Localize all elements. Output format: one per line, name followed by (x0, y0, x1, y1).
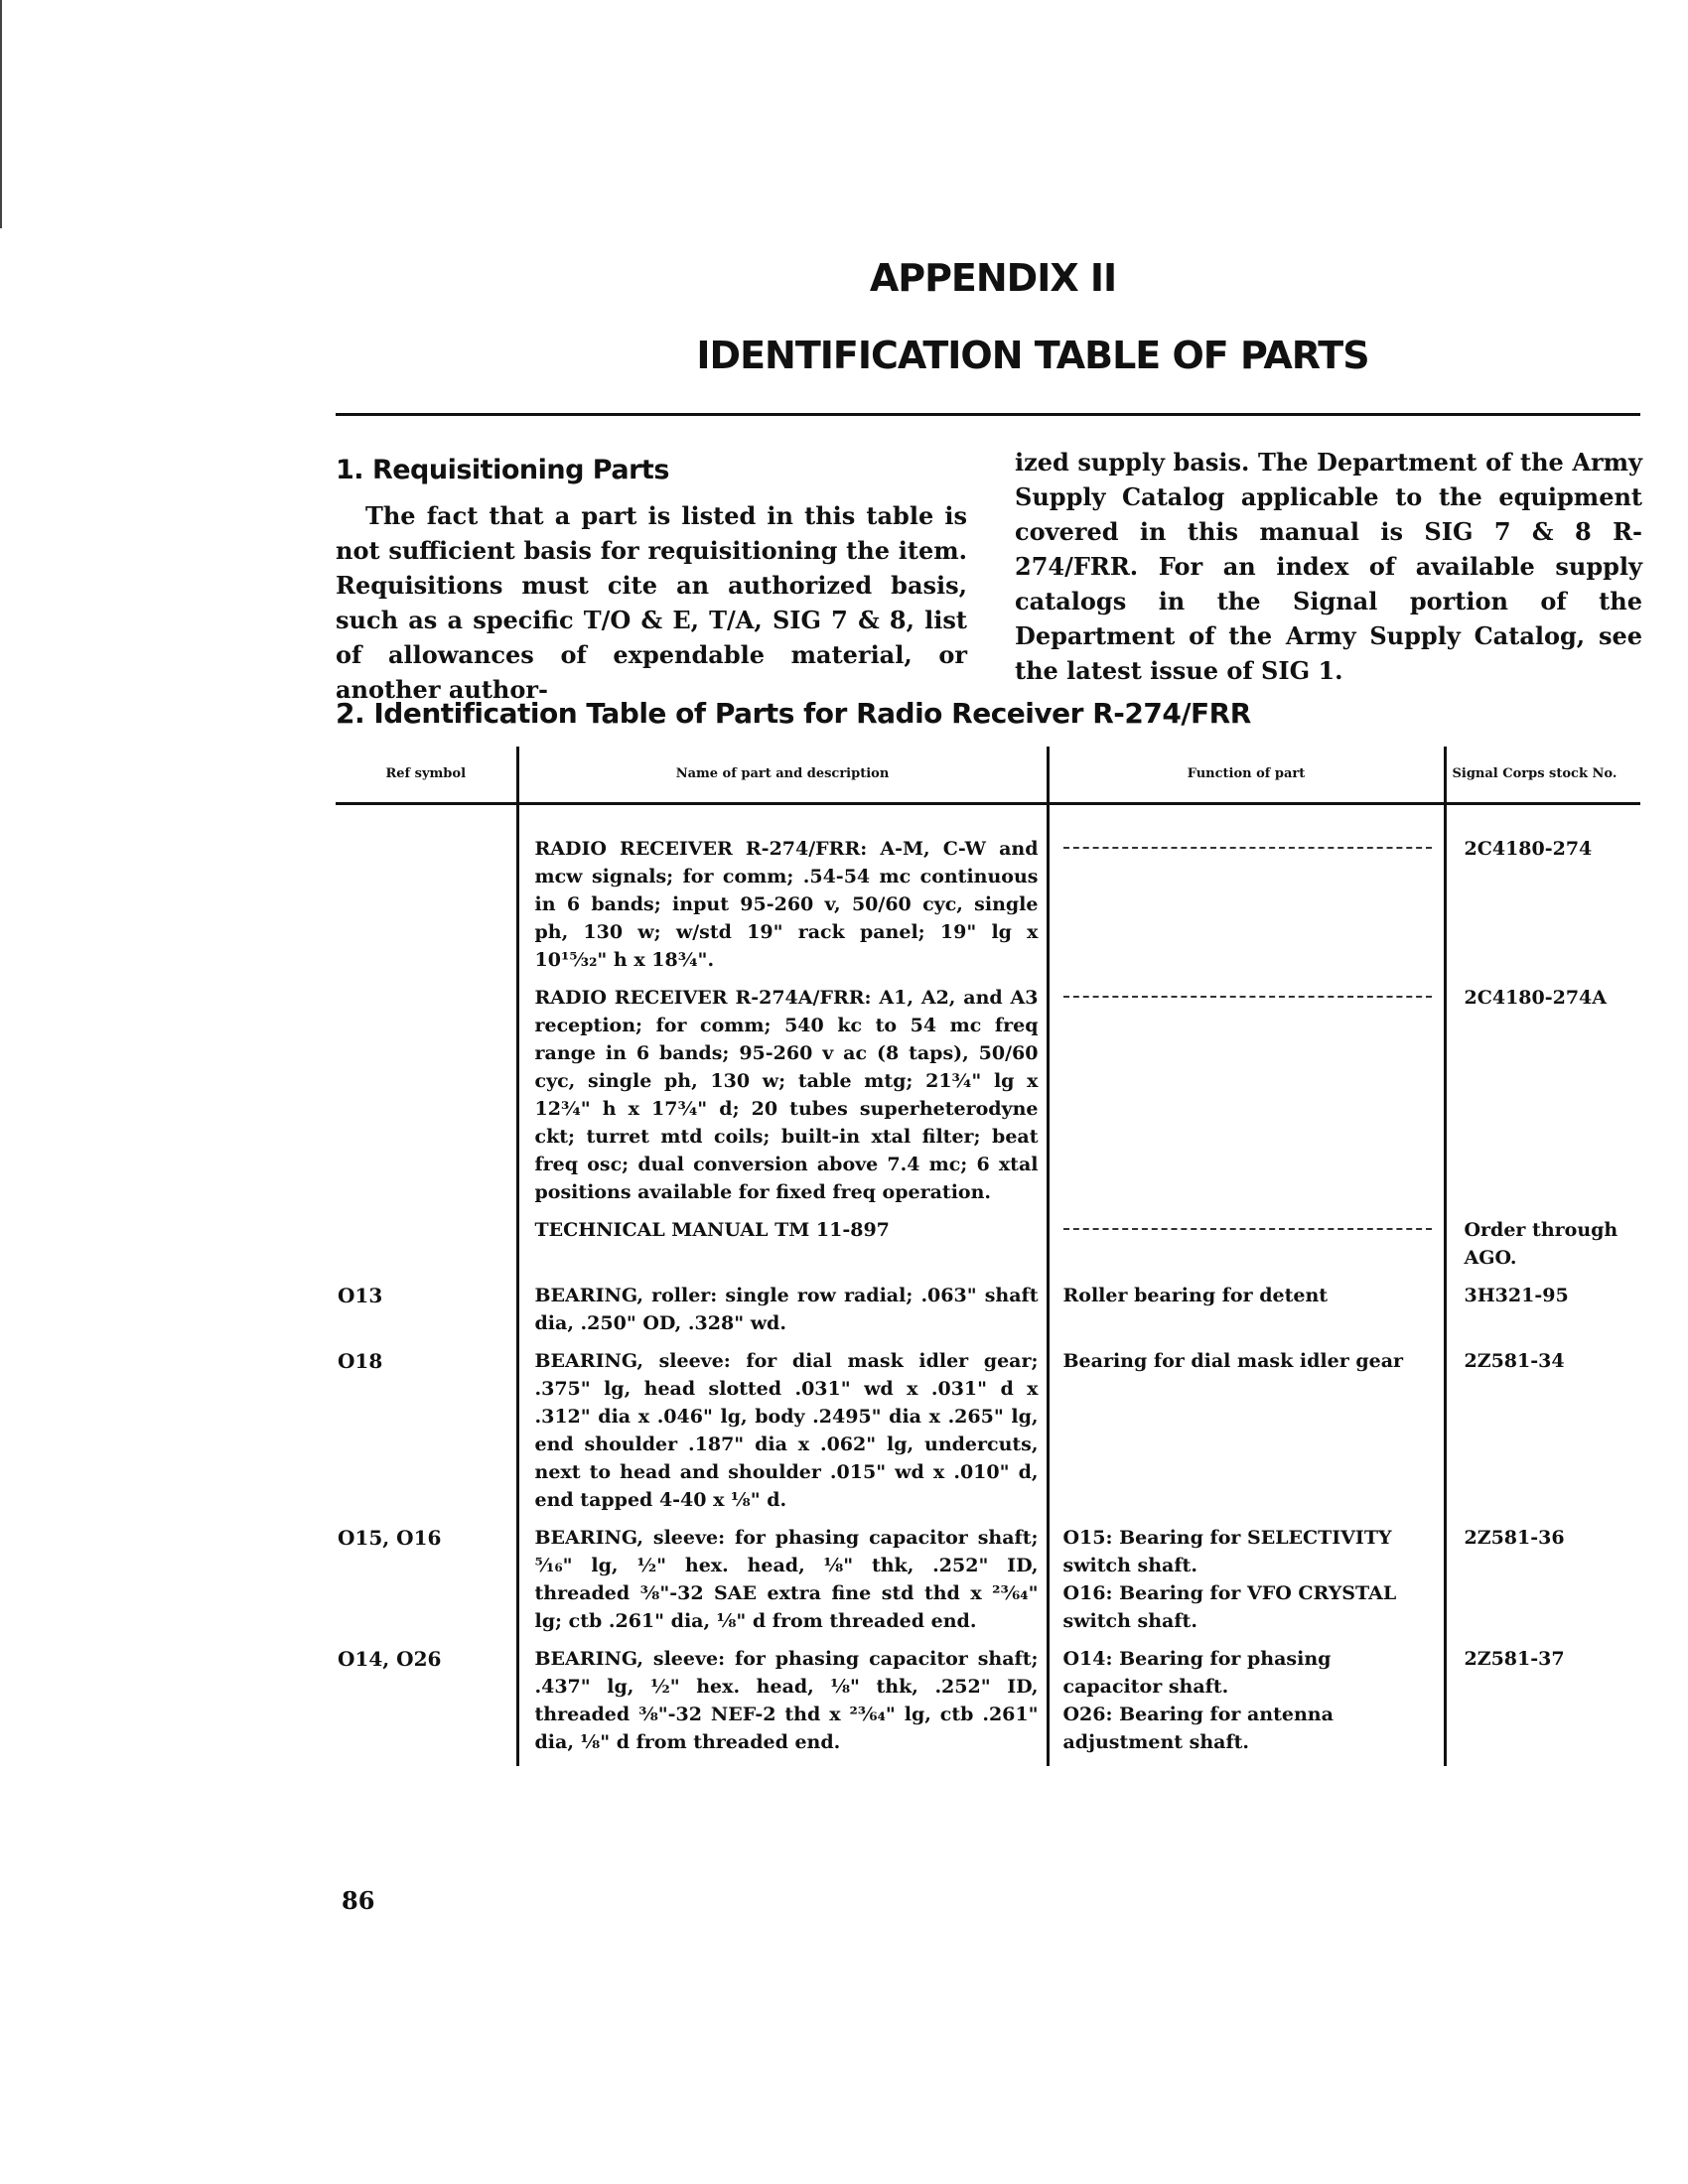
appendix-heading: APPENDIX II (869, 256, 1117, 300)
table-header-row (336, 747, 1640, 804)
stock-number-cell: 2C4180-274A (1445, 984, 1640, 1216)
section-1-text-right: ized supply basis. The Department of the Army Supply Catalog applicable to the equipment covered in this manual is SIG 7 & 8 R-274/FRR. For an index of available supply catalogs in the Signal portion of the Department of the Army Supply Catalog, see the latest issue of SIG 1. (1015, 448, 1642, 685)
table-row (336, 1645, 1640, 1766)
description-cell: BEARING, sleeve: for dial mask idler gear; .375" lg, head slotted .031" wd x .031" d x .312" dia x .046" lg, body .2495" dia x .265" lg, end shoulder .187" dia x .062" lg, undercuts, next to head and shoulder .015" wd x .010" d, end tapped 4-40 x ⅛" d. (517, 1347, 1048, 1524)
description-cell: TECHNICAL MANUAL TM 11-897 (517, 1216, 1048, 1282)
ref-symbol-cell (336, 1216, 517, 1282)
ref-symbol-cell (336, 804, 517, 985)
stock-number-cell: 3H321-95 (1445, 1282, 1640, 1347)
dash-leader (1063, 835, 1432, 849)
binding-edge-line (0, 0, 2, 228)
column-header-ref-symbol: Ref symbol (336, 747, 517, 804)
column-header-description: Name of part and description (517, 747, 1048, 804)
function-cell (1048, 984, 1445, 1216)
ref-symbol-cell: O14, O26 (338, 1647, 442, 1671)
table-row (336, 1347, 1640, 1524)
stock-number-cell: Order through AGO. (1445, 1216, 1640, 1282)
table-row (336, 1524, 1640, 1645)
description-cell: BEARING, sleeve: for phasing capacitor shaft; ⁵⁄₁₆" lg, ½" hex. head, ⅛" thk, .252" ID, threaded ⅜"-32 SAE extra fine std thd x ²³⁄₆₄" lg; ctb .261" dia, ⅛" d from threaded end. (517, 1524, 1048, 1645)
column-header-stock-no: Signal Corps stock No. (1445, 747, 1640, 804)
section-1-text-left: The fact that a part is listed in this table is not sufficient basis for requisitioning the item. Requisitions must cite an authorized basis, such as a specific T/O & E, T/A, SIG 7 & 8, list of allowances of expendable material, or another author- (336, 501, 967, 704)
table-row (336, 1282, 1640, 1347)
description-cell: BEARING, roller: single row radial; .063" shaft dia, .250" OD, .328" wd. (517, 1282, 1048, 1347)
stock-number-cell: 2Z581-37 (1445, 1645, 1640, 1766)
description-cell: BEARING, sleeve: for phasing capacitor shaft; .437" lg, ½" hex. head, ⅛" thk, .252" ID, threaded ⅜"-32 NEF-2 thd x ²³⁄₆₄" lg, ctb .261" dia, ⅛" d from threaded end. (517, 1645, 1048, 1766)
table-row (336, 984, 1640, 1216)
stock-number-cell: 2Z581-34 (1445, 1347, 1640, 1524)
ref-symbol-cell: O18 (338, 1349, 383, 1373)
section-1-heading: 1. Requisitioning Parts (336, 455, 669, 485)
function-cell (1048, 1216, 1445, 1282)
ref-symbol-cell (336, 984, 517, 1216)
function-cell: O15: Bearing for SELECTIVITY switch shaft. O16: Bearing for VFO CRYSTAL switch shaft. (1048, 1524, 1445, 1645)
table-row (336, 804, 1640, 985)
page-number: 86 (342, 1886, 375, 1915)
dash-leader (1063, 1216, 1432, 1230)
function-cell: O14: Bearing for phasing capacitor shaft. O26: Bearing for antenna adjustment shaft. (1048, 1645, 1445, 1766)
dash-leader (1063, 984, 1432, 998)
stock-number-cell: 2Z581-36 (1445, 1524, 1640, 1645)
table-row (336, 1216, 1640, 1282)
description-cell: RADIO RECEIVER R-274A/FRR: A1, A2, and A3 reception; for comm; 540 kc to 54 mc freq range in 6 bands; 95-260 v ac (8 taps), 50/60 cyc, single ph, 130 w; table mtg; 21¾" lg x 12¾" h x 17¾" d; 20 tubes superheterodyne ckt; turret mtd coils; built-in xtal filter; beat freq osc; dual conversion above 7.4 mc; 6 xtal positions available for fixed freq operation. (517, 984, 1048, 1216)
parts-table (336, 747, 1640, 1766)
ref-symbol-cell: O15, O16 (338, 1526, 442, 1550)
function-cell (1048, 804, 1445, 985)
page-title: IDENTIFICATION TABLE OF PARTS (696, 334, 1369, 377)
function-cell: Bearing for dial mask idler gear (1048, 1347, 1445, 1524)
section-2-heading: 2. Identification Table of Parts for Radio Receiver R-274/FRR (336, 697, 1251, 730)
ref-symbol-cell: O13 (338, 1284, 383, 1307)
title-rule (336, 413, 1640, 416)
stock-number-cell: 2C4180-274 (1445, 804, 1640, 985)
column-header-function: Function of part (1048, 747, 1445, 804)
function-cell: Roller bearing for detent (1048, 1282, 1445, 1347)
description-cell: RADIO RECEIVER R-274/FRR: A-M, C-W and mcw signals; for comm; .54-54 mc continuous in 6 bands; input 95-260 v, 50/60 cyc, single ph, 130 w; w/std 19" rack panel; 19" lg x 10¹⁵⁄₃₂" h x 18¾". (517, 804, 1048, 985)
